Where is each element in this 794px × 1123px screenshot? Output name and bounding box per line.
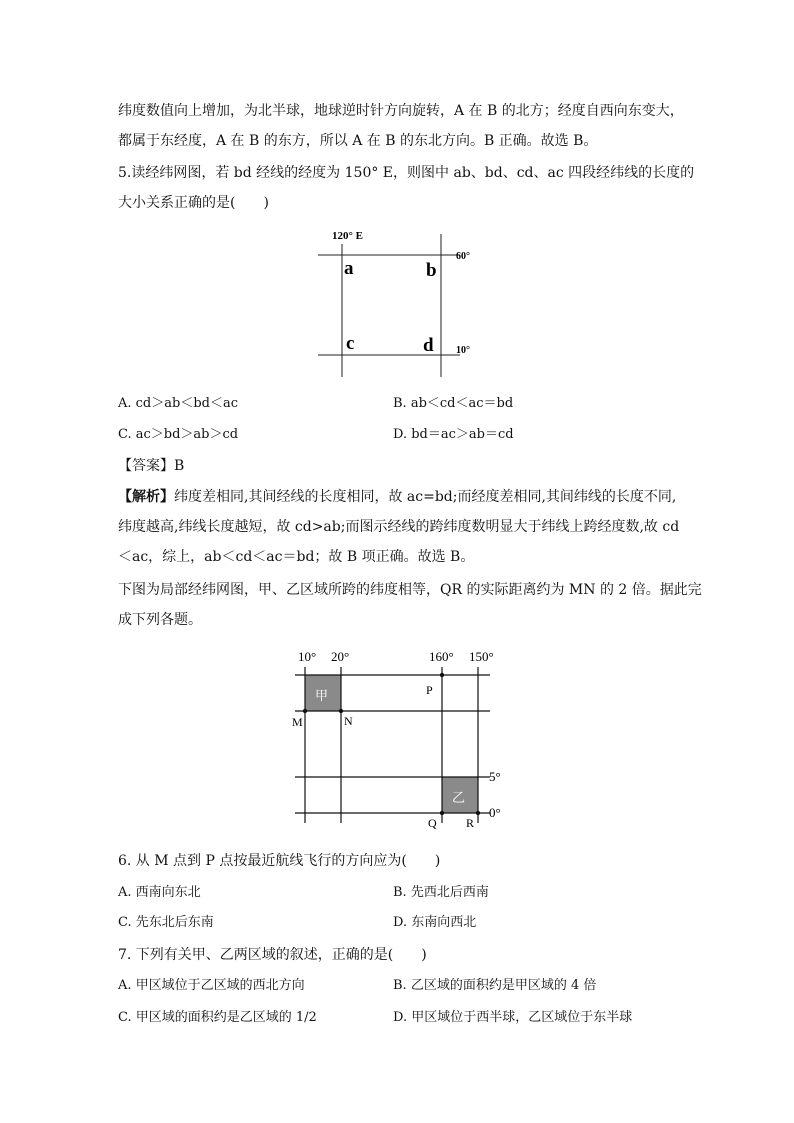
point-M: M — [292, 715, 303, 729]
point-Q: Q — [428, 816, 437, 830]
dot-N — [339, 709, 343, 713]
q5-analysis-line-1 — [118, 487, 676, 507]
dot-R — [476, 811, 480, 815]
analysis-text-1: 纬度差相同,其间经线的长度相同，故 ac=bd;而经度差相同,其间纬线的长度不同, — [174, 489, 677, 505]
q7-stem: 7. 下列有关甲、乙两区域的叙述，正确的是( ) — [118, 947, 427, 963]
q6-option-a[interactable]: A. 西南向东北 — [118, 885, 201, 900]
q5-analysis-line-3: ＜ac，综上，ab＜cd＜ac＝bd；故 B 项正确。故选 B。 — [118, 549, 475, 565]
label-jia: 甲 — [315, 688, 329, 703]
analysis-label: 【解析】 — [118, 489, 174, 505]
point-a: a — [344, 258, 354, 279]
lon-label-20: 20° — [331, 649, 350, 664]
q4-analysis-line-2: 都属于东经度，A 在 B 的东方，所以 A 在 B 的东北方向。B 正确。故选 B。 — [118, 133, 598, 149]
point-d: d — [423, 335, 434, 356]
lon-label-10: 10° — [298, 649, 317, 664]
q5-option-a[interactable]: A. cd＞ab＜bd＜ac — [118, 396, 239, 411]
lat-label-10: 10° — [456, 345, 470, 356]
q6-graticule-figure — [288, 645, 518, 835]
q4-analysis-line-1: 纬度数值向上增加，为北半球，地球逆时针方向旋转，A 在 B 的北方；经度自西向东变大， — [118, 103, 684, 119]
q7-option-b[interactable]: B. 乙区域的面积约是甲区域的 4 倍 — [393, 978, 597, 993]
point-b: b — [426, 260, 437, 281]
q5-option-d[interactable]: D. bd＝ac＞ab＝cd — [393, 427, 514, 442]
q5-analysis-line-2: 纬度越高,纬线长度越短，故 cd>ab;而图示经线的跨纬度数明显大于纬线上跨经度数,故 cd — [118, 519, 680, 535]
q5-answer: 【答案】B — [118, 458, 185, 474]
point-P: P — [426, 683, 433, 697]
point-N: N — [344, 714, 353, 728]
q5-stem-line-1: 5.读经纬网图，若 bd 经线的经度为 150° E，则图中 ab、bd、cd、ac 四段经纬线的长度的 — [118, 165, 695, 181]
q6-option-d[interactable]: D. 东南向西北 — [393, 915, 477, 930]
label-yi: 乙 — [452, 790, 466, 805]
dot-M — [303, 709, 307, 713]
lon-label-160: 160° — [429, 649, 454, 664]
lon-label-150: 150° — [469, 649, 494, 664]
q6-option-c[interactable]: C. 先东北后东南 — [118, 915, 214, 930]
q6-option-b[interactable]: B. 先西北后西南 — [393, 885, 489, 900]
q6-stem: 6. 从 M 点到 P 点按最近航线飞行的方向应为( ) — [118, 853, 441, 869]
point-c: c — [346, 333, 355, 354]
q5-option-b[interactable]: B. ab＜cd＜ac＝bd — [393, 396, 514, 411]
q7-option-d[interactable]: D. 甲区域位于西半球，乙区域位于东半球 — [393, 1010, 633, 1025]
q5-graticule-figure — [310, 222, 490, 382]
dot-P — [440, 673, 444, 677]
lat-label-5: 5° — [489, 769, 501, 784]
intro-line-1: 下图为局部经纬网图，甲、乙区域所跨的纬度相等，QR 的实际距离约为 MN 的 2 倍。据此完 — [118, 582, 702, 598]
q7-option-a[interactable]: A. 甲区域位于乙区域的西北方向 — [118, 978, 305, 993]
intro-line-2: 成下列各题。 — [118, 612, 202, 628]
q5-option-c[interactable]: C. ac＞bd＞ab＞cd — [118, 427, 239, 442]
lon-label-120e: 120° E — [332, 230, 363, 242]
lat-label-0: 0° — [489, 805, 501, 820]
q5-stem-line-2: 大小关系正确的是( ) — [118, 195, 269, 211]
q7-option-c[interactable]: C. 甲区域的面积约是乙区域的 1/2 — [118, 1010, 317, 1025]
lat-label-60: 60° — [456, 251, 470, 262]
dot-Q — [440, 811, 444, 815]
point-R: R — [466, 816, 475, 830]
